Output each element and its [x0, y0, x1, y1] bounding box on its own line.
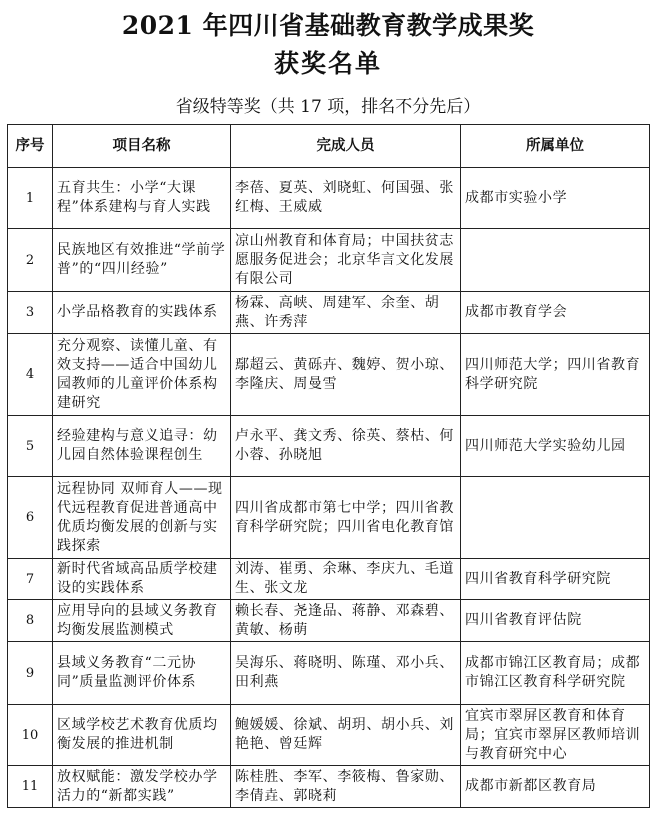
table-row — [8, 416, 650, 477]
header-unit: 所属单位 — [461, 125, 650, 168]
project-name: 充分观察、读懂儿童、有效支持——适合中国幼儿园教师的儿童评价体系构建研究 — [53, 334, 231, 416]
table-row — [8, 168, 650, 229]
project-name: 小学品格教育的实践体系 — [53, 292, 231, 334]
header-project: 项目名称 — [53, 125, 231, 168]
project-name: 民族地区有效推进“学前学普”的“四川经验” — [53, 229, 231, 292]
team-members: 鄢超云、黄砾卉、魏婷、贺小琼、李隆庆、周曼雪 — [231, 334, 461, 416]
team-members: 杨霖、高峡、周建军、余奎、胡燕、许秀萍 — [231, 292, 461, 334]
table-row — [8, 559, 650, 600]
table-row — [8, 477, 650, 559]
table-row — [8, 766, 650, 808]
project-name: 远程协同 双师育人——现代远程教育促进普通高中优质均衡发展的创新与实践探索 — [53, 477, 231, 559]
affiliation — [461, 229, 650, 292]
award-category-caption: 省级特等奖（共 17 项，排名不分先后） — [175, 97, 481, 117]
document-title: 2021 年四川省基础教育教学成果奖 — [121, 11, 535, 40]
table-row — [8, 229, 650, 292]
team-members: 卢永平、龚文秀、徐英、蔡枯、何小蓉、孙晓旭 — [231, 416, 461, 477]
row-number: 7 — [8, 559, 53, 600]
project-name: 经验建构与意义追寻：幼儿园自然体验课程创生 — [53, 416, 231, 477]
affiliation: 四川师范大学实验幼儿园 — [461, 416, 650, 477]
affiliation: 四川师范大学；四川省教育科学研究院 — [461, 334, 650, 416]
row-number: 5 — [8, 416, 53, 477]
award-list-table — [7, 124, 650, 808]
team-members: 四川省成都市第七中学；四川省教育科学研究院；四川省电化教育馆 — [231, 477, 461, 559]
row-number: 9 — [8, 642, 53, 705]
header-seq: 序号 — [8, 125, 53, 168]
row-number: 1 — [8, 168, 53, 229]
project-name: 新时代省域高品质学校建设的实践体系 — [53, 559, 231, 600]
header-people: 完成人员 — [231, 125, 461, 168]
project-name: 县域义务教育“二元协同”质量监测评价体系 — [53, 642, 231, 705]
affiliation: 成都市锦江区教育局；成都市锦江区教育科学研究院 — [461, 642, 650, 705]
affiliation: 成都市教育学会 — [461, 292, 650, 334]
document-subtitle-title: 获奖名单 — [273, 49, 382, 78]
affiliation: 四川省教育评估院 — [461, 600, 650, 642]
table-row — [8, 705, 650, 766]
team-members: 刘涛、崔勇、余琳、李庆九、毛道生、张文龙 — [231, 559, 461, 600]
table-row — [8, 600, 650, 642]
team-members: 凉山州教育和体育局；中国扶贫志愿服务促进会；北京华言文化发展有限公司 — [231, 229, 461, 292]
project-name: 应用导向的县域义务教育均衡发展监测模式 — [53, 600, 231, 642]
project-name: 五育共生：小学“大课程”体系建构与育人实践 — [53, 168, 231, 229]
table-row — [8, 642, 650, 705]
table-row — [8, 292, 650, 334]
table-header-row — [8, 125, 650, 168]
row-number: 11 — [8, 766, 53, 808]
affiliation: 成都市新都区教育局 — [461, 766, 650, 808]
project-name: 区域学校艺术教育优质均衡发展的推进机制 — [53, 705, 231, 766]
team-members: 吴海乐、蒋晓明、陈瑾、邓小兵、田利燕 — [231, 642, 461, 705]
row-number: 4 — [8, 334, 53, 416]
team-members: 赖长春、尧逢品、蒋静、邓森碧、黄敏、杨萌 — [231, 600, 461, 642]
table-row — [8, 334, 650, 416]
team-members: 鲍媛媛、徐斌、胡玥、胡小兵、刘艳艳、曾廷辉 — [231, 705, 461, 766]
row-number: 10 — [8, 705, 53, 766]
row-number: 3 — [8, 292, 53, 334]
affiliation: 宜宾市翠屏区教育和体育局；宜宾市翠屏区教师培训与教育研究中心 — [461, 705, 650, 766]
affiliation: 四川省教育科学研究院 — [461, 559, 650, 600]
affiliation — [461, 477, 650, 559]
row-number: 6 — [8, 477, 53, 559]
row-number: 8 — [8, 600, 53, 642]
team-members: 李蓓、夏英、刘晓虹、何国强、张红梅、王威威 — [231, 168, 461, 229]
row-number: 2 — [8, 229, 53, 292]
project-name: 放权赋能：激发学校办学活力的“新都实践” — [53, 766, 231, 808]
team-members: 陈桂胜、李军、李筱梅、鲁家勋、李倩垚、郭晓莉 — [231, 766, 461, 808]
affiliation: 成都市实验小学 — [461, 168, 650, 229]
